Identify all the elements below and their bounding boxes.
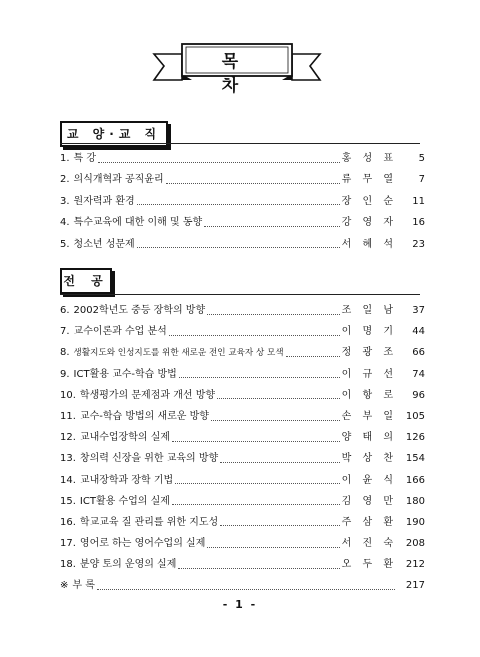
dot-leader — [204, 225, 339, 227]
entry-page: 96 — [412, 389, 425, 401]
entry-author: 이 윤 식 — [341, 474, 397, 486]
dot-leader — [172, 503, 340, 505]
appendix-mark: ※ — [60, 580, 69, 592]
toc-entry[interactable] — [60, 300, 425, 321]
toc-entry[interactable] — [60, 321, 425, 342]
entry-page: 5 — [418, 153, 425, 164]
entry-page: 126 — [405, 432, 425, 444]
entry-title: 교수-학습 방법의 새로운 방향 — [79, 410, 209, 422]
entry-author: 류 무 열 — [341, 174, 397, 186]
toc-list-general — [60, 148, 425, 255]
entry-number: 15. — [60, 495, 76, 507]
entry-number: 16. — [60, 516, 76, 528]
entry-title: 영어로 하는 영어수업의 실제 — [79, 538, 206, 550]
entry-number: 10. — [60, 389, 76, 401]
toc-entry[interactable] — [60, 364, 425, 385]
entry-page: 66 — [412, 347, 425, 359]
entry-page: 105 — [405, 410, 425, 422]
entry-page: 44 — [412, 326, 425, 338]
entry-author: 장 인 순 — [341, 195, 397, 207]
toc-entry[interactable] — [60, 512, 425, 533]
entry-author: 조 일 남 — [341, 305, 397, 316]
entry-page: 166 — [405, 474, 425, 486]
title-banner — [152, 40, 322, 96]
dot-leader — [166, 182, 340, 184]
toc-entry[interactable] — [60, 491, 425, 512]
dot-leader — [211, 419, 340, 421]
toc-list-major — [60, 300, 425, 597]
entry-title: 창의력 신장을 위한 교육의 방향 — [79, 453, 219, 465]
entry-author: 서 혜 석 — [341, 238, 397, 250]
entry-author: 이 명 기 — [341, 326, 397, 338]
entry-author: 오 두 환 — [341, 559, 397, 571]
dot-leader — [97, 588, 395, 590]
entry-number: 5. — [60, 238, 70, 250]
entry-author: 이 항 로 — [341, 389, 397, 401]
entry-number: 7. — [60, 326, 70, 338]
entry-title: 의식개혁과 공직윤리 — [73, 174, 164, 186]
entry-number: 12. — [60, 432, 76, 444]
entry-number: 14. — [60, 474, 76, 486]
entry-page: 180 — [405, 495, 425, 507]
entry-author: 박 상 찬 — [341, 453, 397, 465]
dot-leader — [179, 376, 340, 378]
entry-page: 208 — [405, 538, 425, 550]
entry-title: 학교교육 질 관리를 위한 지도성 — [79, 516, 219, 528]
entry-title: 부 록 — [72, 580, 95, 592]
entry-title: 교내수업장학의 실제 — [79, 432, 171, 444]
toc-entry[interactable] — [60, 212, 425, 233]
dot-leader — [98, 161, 340, 163]
entry-page: 7 — [418, 174, 425, 186]
entry-number: 8. — [60, 347, 70, 359]
section-divider — [60, 294, 420, 295]
toc-title: 목 차 — [221, 52, 253, 96]
entry-title: 분양 토의 운영의 실제 — [79, 559, 177, 571]
entry-title: 2002학년도 중등 장학의 방향 — [73, 305, 206, 316]
dot-leader — [175, 482, 339, 484]
page-number: - 1 - — [222, 598, 258, 611]
dot-leader — [178, 567, 339, 569]
section-heading-general: 교 양·교 직 — [60, 121, 168, 147]
toc-entry[interactable] — [60, 342, 425, 363]
entry-title: 교수이론과 수업 분석 — [73, 326, 167, 338]
toc-entry[interactable] — [60, 448, 425, 469]
entry-title: ICT활용 수업의 실제 — [79, 495, 170, 507]
entry-page: 11 — [412, 195, 425, 207]
entry-page: 16 — [412, 217, 425, 229]
toc-entry[interactable] — [60, 533, 425, 554]
dot-leader — [220, 524, 339, 526]
toc-entry[interactable] — [60, 169, 425, 190]
toc-entry-appendix[interactable] — [60, 575, 425, 596]
entry-page: 212 — [405, 559, 425, 571]
entry-author: 강 영 자 — [341, 217, 397, 229]
entry-number: 6. — [60, 305, 70, 316]
entry-number: 18. — [60, 559, 76, 571]
toc-entry[interactable] — [60, 470, 425, 491]
dot-leader — [169, 334, 340, 336]
toc-entry[interactable] — [60, 554, 425, 575]
dot-leader — [286, 355, 340, 357]
dot-leader — [207, 313, 340, 315]
dot-leader — [220, 461, 339, 463]
dot-leader — [207, 546, 339, 548]
entry-page: 37 — [412, 305, 425, 316]
entry-author: 홍 성 표 — [341, 153, 397, 164]
entry-title: 생활지도와 인성지도를 위한 새로운 전인 교육자 상 모색 — [73, 348, 284, 359]
entry-number: 13. — [60, 453, 76, 465]
toc-entry[interactable] — [60, 191, 425, 212]
entry-title: 원자력과 환경 — [73, 195, 135, 207]
dot-leader — [217, 397, 340, 399]
toc-entry[interactable] — [60, 148, 425, 169]
toc-entry[interactable] — [60, 234, 425, 255]
section-divider — [60, 143, 420, 144]
entry-number: 11. — [60, 410, 76, 422]
entry-number: 9. — [60, 368, 70, 380]
dot-leader — [172, 440, 340, 442]
entry-title: 학생평가의 문제점과 개선 방향 — [79, 389, 216, 401]
entry-page: 190 — [405, 516, 425, 528]
entry-author: 이 규 선 — [341, 368, 397, 380]
section-heading-major: 전 공 — [60, 268, 112, 294]
entry-title: ICT활용 교수-학습 방법 — [73, 368, 177, 380]
dot-leader — [137, 246, 340, 248]
entry-title: 청소년 성문제 — [73, 238, 135, 250]
entry-number: 4. — [60, 217, 70, 229]
toc-entry[interactable] — [60, 385, 425, 406]
entry-number: 17. — [60, 538, 76, 550]
entry-author: 서 진 숙 — [341, 538, 397, 550]
entry-title: 특 강 — [73, 153, 97, 164]
entry-number: 1. — [60, 153, 70, 164]
entry-number: 3. — [60, 195, 70, 207]
entry-page: 74 — [412, 368, 425, 380]
toc-entry[interactable] — [60, 406, 425, 427]
entry-author: 정 광 조 — [341, 347, 397, 359]
entry-author: 손 부 일 — [341, 410, 397, 422]
entry-title: 특수교육에 대한 이해 및 동향 — [73, 217, 203, 229]
entry-author: 김 영 만 — [341, 495, 397, 507]
entry-author: 주 삼 환 — [341, 516, 397, 528]
entry-author: 양 태 의 — [341, 432, 397, 444]
dot-leader — [137, 203, 340, 205]
toc-entry[interactable] — [60, 427, 425, 448]
entry-page: 23 — [412, 238, 425, 250]
entry-page: 217 — [405, 580, 425, 592]
entry-title: 교내장학과 장학 기법 — [79, 474, 174, 486]
entry-number: 2. — [60, 174, 70, 186]
entry-page: 154 — [405, 453, 425, 465]
